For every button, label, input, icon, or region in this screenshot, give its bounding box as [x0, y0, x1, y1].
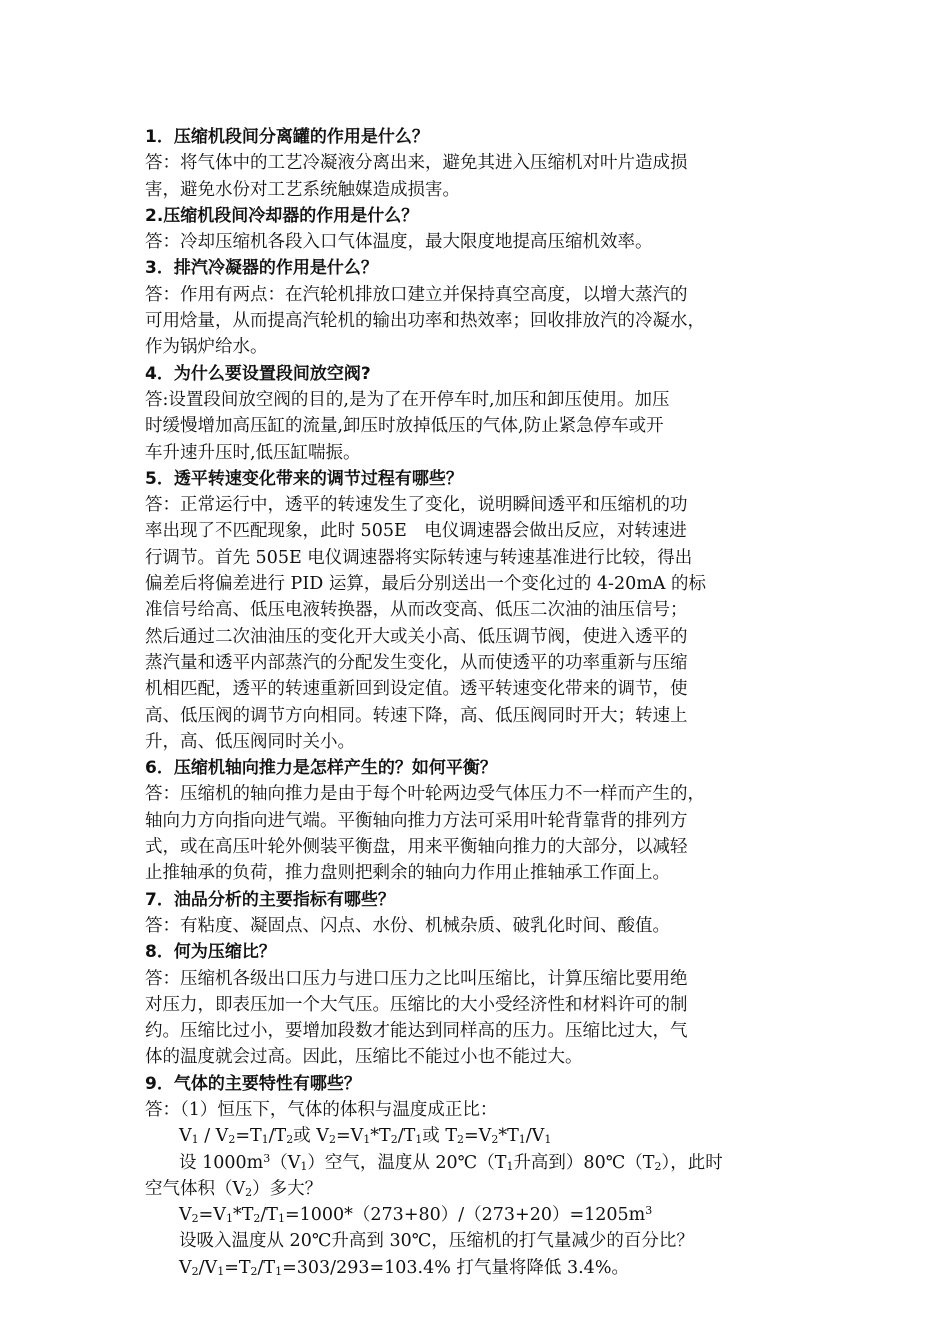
answer-line: 对压力，即表压加一个大气压。压缩比的大小受经济性和材料许可的制: [145, 994, 688, 1015]
answer-line: 止推轴承的负荷，推力盘则把剩余的轴向力作用止推轴承工作面上。: [145, 863, 670, 884]
formula-text: V: [179, 1126, 192, 1147]
qa-section-1: [145, 124, 813, 203]
formula-text: V: [179, 1257, 192, 1278]
answer-line: 行调节。首先 505E 电仪调速器将实际转速与转速基准进行比较，得出: [145, 547, 693, 568]
qa-section-8: [145, 939, 813, 1070]
formula-text: =T: [235, 1126, 262, 1147]
formula-text: V: [179, 1205, 192, 1226]
qa-section-2: [145, 203, 813, 256]
answer-line: 答：作用有两点：在汽轮机排放口建立并保持真空高度，以增大蒸汽的: [145, 284, 688, 305]
question-heading: 7．油品分析的主要指标有哪些？: [145, 889, 395, 910]
subscript: 2: [328, 1133, 336, 1147]
answer-line: 机相匹配，透平的转速重新回到设定值。透平转速变化带来的调节，使: [145, 679, 688, 700]
answer-line: 式，或在高压叶轮外侧装平衡盘，用来平衡轴向推力的大部分，以减轻: [145, 837, 688, 858]
formula-line: [145, 1202, 813, 1228]
subscript: 2: [390, 1133, 398, 1147]
formula-text: ）多大？: [252, 1178, 323, 1199]
subscript: 1: [261, 1133, 269, 1147]
formula-text: /T: [397, 1126, 416, 1147]
qa-section-3: [145, 255, 813, 360]
qa-list: [145, 124, 813, 1071]
formula-text: 空气体积（V: [145, 1178, 246, 1199]
subscript: 2: [654, 1159, 662, 1173]
subscript: 2: [491, 1133, 499, 1147]
formula-text: / V: [198, 1126, 229, 1147]
formula-text: 设 1000m: [179, 1152, 264, 1173]
answer-line: 时缓慢增加高压缸的流量,卸压时放掉低压的气体,防止紧急停车或开: [145, 416, 664, 437]
subscript: 2: [250, 1264, 258, 1278]
subscript: 1: [518, 1133, 526, 1147]
formula-text: =V: [198, 1205, 226, 1226]
formula-text: =V: [464, 1126, 492, 1147]
formula-text: =303/293=103.4% 打气量将降低 3.4%。: [282, 1257, 629, 1278]
superscript: 3: [263, 1151, 271, 1165]
qa-section-5: [145, 466, 813, 755]
answer-line: 答：有粘度、凝固点、闪点、水份、机械杂质、破乳化时间、酸值。: [145, 915, 670, 936]
example-line: [145, 1150, 813, 1176]
question-heading: 9．气体的主要特性有哪些？: [145, 1073, 361, 1094]
qa-section-4: [145, 361, 813, 466]
example-line: 设吸入温度从 20℃升高到 30℃，压缩机的打气量减少的百分比？: [179, 1231, 694, 1252]
subscript: 2: [457, 1133, 465, 1147]
question-heading: 1．压缩机段间分离罐的作用是什么？: [145, 127, 429, 147]
formula-text: ），此时: [661, 1152, 723, 1173]
answer-line: 答：压缩机各级出口压力与进口压力之比叫压缩比，计算压缩比要用绝: [145, 968, 688, 989]
answer-line: 答：将气体中的工艺冷凝液分离出来，避免其进入压缩机对叶片造成损: [145, 153, 688, 174]
formula-text: （V: [270, 1152, 301, 1173]
subscript: 1: [191, 1133, 199, 1147]
subscript: 1: [363, 1133, 371, 1147]
answer-line: 车升速升压时,低压缸喘振。: [145, 442, 361, 463]
formula-text: /V: [198, 1257, 218, 1278]
question-heading: 4．为什么要设置段间放空阀?: [145, 363, 371, 384]
formula-text: ）空气，温度从 20℃（T: [307, 1152, 507, 1173]
subscript: 2: [245, 1185, 253, 1199]
question-heading: 3．排汽冷凝器的作用是什么？: [145, 258, 378, 279]
formula-text: =T: [224, 1257, 251, 1278]
question-heading: 8．何为压缩比？: [145, 942, 276, 963]
answer-line: 害，避免水份对工艺系统触媒造成损害。: [145, 179, 460, 200]
subscript: 2: [191, 1212, 199, 1226]
answer-line: 作为锅炉给水。: [145, 337, 268, 358]
question-heading: 6．压缩机轴向推力是怎样产生的？如何平衡？: [145, 758, 497, 779]
formula-text: /T: [268, 1126, 287, 1147]
formula-text: 或 V: [293, 1126, 329, 1147]
subscript: 1: [275, 1264, 283, 1278]
answer-line: 可用焓量，从而提高汽轮机的输出功率和热效率；回收排放汽的冷凝水，: [145, 311, 705, 332]
answer-line: 约。压缩比过小，要增加段数才能达到同样高的压力。压缩比过大，气: [145, 1021, 688, 1042]
subscript: 2: [253, 1212, 261, 1226]
formula-text: 升高到）80℃（T: [513, 1152, 655, 1173]
subscript: 2: [286, 1133, 294, 1147]
example-line: [145, 1176, 813, 1202]
subscript: 1: [217, 1264, 225, 1278]
subscript: 2: [228, 1133, 236, 1147]
answer-line: 答：压缩机的轴向推力是由于每个叶轮两边受气体压力不一样而产生的，: [145, 784, 705, 805]
formula-text: *T: [370, 1126, 391, 1147]
answer-line: 轴向力方向指向进气端。平衡轴向推力方法可采用叶轮背靠背的排列方: [145, 810, 688, 831]
document-body: [145, 124, 813, 1281]
answer-line: 答：（1）恒压下，气体的体积与温度成正比：: [145, 1099, 498, 1120]
answer-line: 答:设置段间放空阀的目的,是为了在开停车时,加压和卸压使用。加压: [145, 389, 670, 410]
answer-line: 蒸汽量和透平内部蒸汽的分配发生变化，从而使透平的功率重新与压缩: [145, 652, 688, 673]
qa-section-6: [145, 755, 813, 886]
formula-text: *T: [498, 1126, 519, 1147]
answer-line: 体的温度就会过高。因此，压缩比不能过小也不能过大。: [145, 1047, 583, 1068]
formula-line: [145, 1255, 813, 1281]
subscript: 1: [506, 1159, 514, 1173]
formula-text: =V: [335, 1126, 364, 1147]
answer-line: 准信号给高、低压电液转换器，从而改变高、低压二次油的油压信号；: [145, 600, 688, 621]
answer-line: 答：正常运行中，透平的转速发生了变化，说明瞬间透平和压缩机的功: [145, 495, 688, 516]
subscript: 1: [415, 1133, 423, 1147]
answer-line: 率出现了不匹配现象，此时 505E 电仪调速器会做出反应，对转速进: [145, 521, 687, 542]
question-heading: 2.压缩机段间冷却器的作用是什么？: [145, 205, 419, 226]
qa-section-9: [145, 1071, 813, 1281]
question-heading: 5．透平转速变化带来的调节过程有哪些？: [145, 468, 463, 489]
answer-line: 升，高、低压阀同时关小。: [145, 731, 355, 752]
formula-text: /T: [257, 1257, 276, 1278]
subscript: 1: [544, 1133, 552, 1147]
formula-text: *T: [232, 1205, 254, 1226]
answer-line: 偏差后将偏差进行 PID 运算，最后分别送出一个变化过的 4-20mA 的标: [145, 574, 707, 595]
formula-text: 或 T: [422, 1126, 458, 1147]
subscript: 2: [191, 1264, 199, 1278]
answer-line: 然后通过二次油油压的变化开大或关小高、低压调节阀，使进入透平的: [145, 626, 688, 647]
answer-line: 答：冷却压缩机各段入口气体温度，最大限度地提高压缩机效率。: [145, 232, 653, 253]
subscript: 1: [300, 1159, 308, 1173]
formula-text: /T: [260, 1205, 278, 1226]
subscript: 1: [277, 1212, 285, 1226]
formula-line: [145, 1123, 813, 1149]
answer-line: 高、低压阀的调节方向相同。转速下降，高、低压阀同时开大；转速上: [145, 705, 688, 726]
subscript: 1: [225, 1212, 233, 1226]
qa-section-7: [145, 887, 813, 940]
formula-text: /V: [525, 1126, 545, 1147]
formula-text: =1000*（273+80）/（273+20）=1205m: [284, 1205, 646, 1226]
superscript: 3: [645, 1204, 653, 1218]
